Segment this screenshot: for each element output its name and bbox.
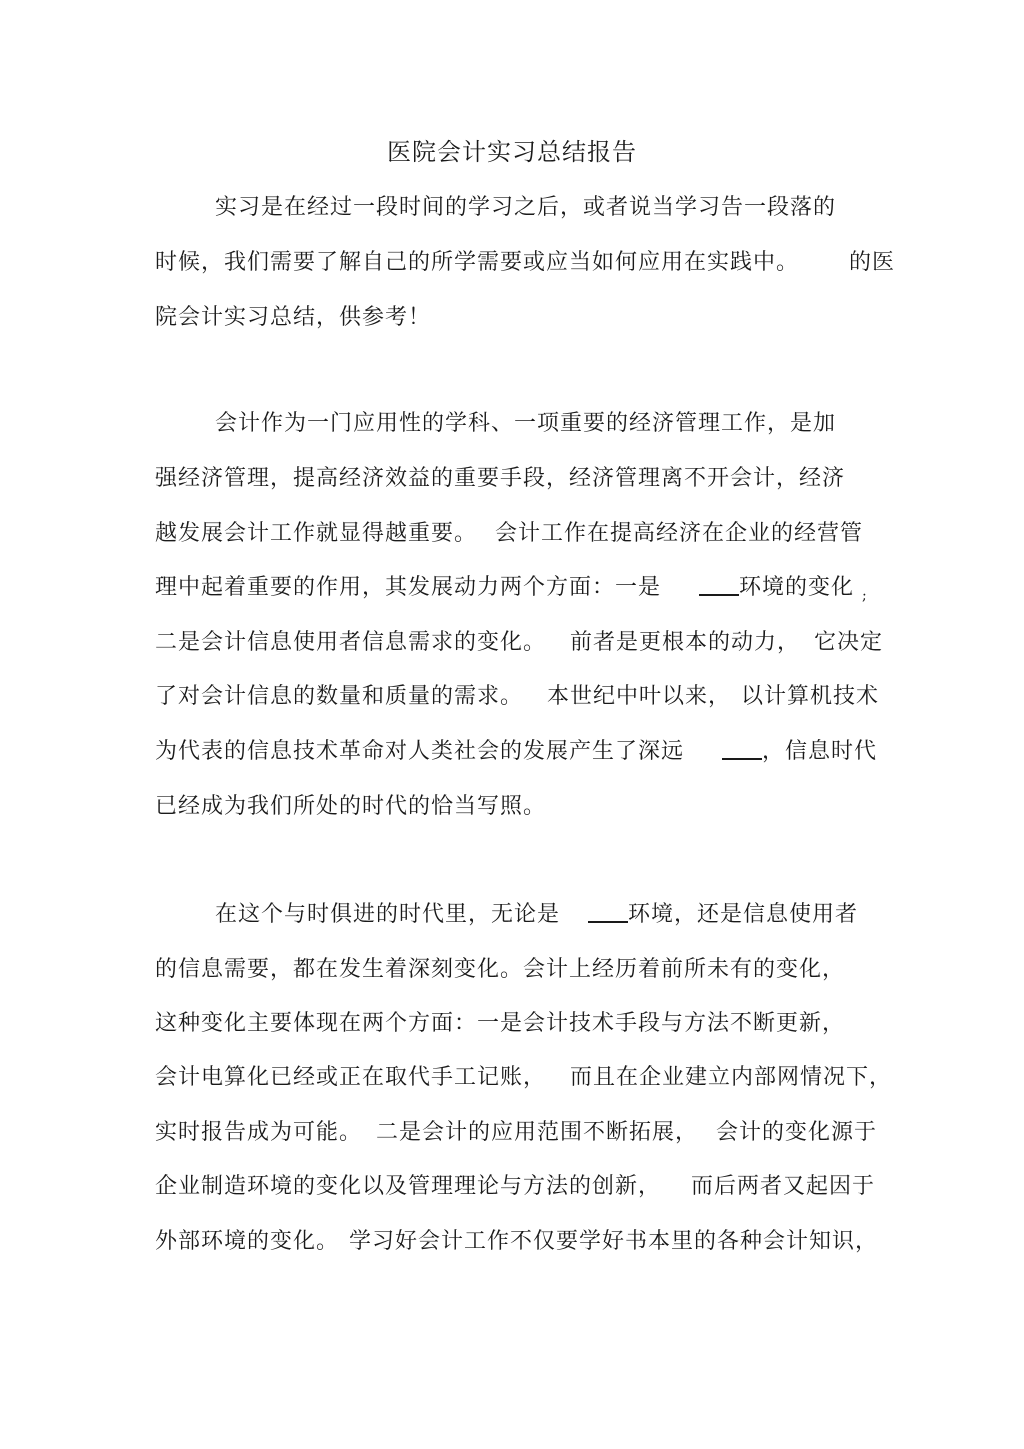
paragraph-3-line-1 xyxy=(215,899,870,931)
fill-in-blank xyxy=(588,899,628,923)
line-text: 二是会计信息使用者信息需求的变化。 xyxy=(155,630,547,655)
line-text: 强经济管理，提高经济效益的重要手段，经济管理离不开会计，经济 xyxy=(155,466,846,491)
paragraph-3-line-7 xyxy=(155,1226,879,1258)
paragraph-3-line-2 xyxy=(155,954,870,986)
line-text: 会计作为一门应用性的学科、一项重要的经济管理工作，是加 xyxy=(215,411,837,436)
line-tail: 而且在企业建立内部网情况下， xyxy=(570,1065,893,1090)
line-mid: 二是会计的应用范围不断拓展， xyxy=(376,1120,699,1145)
line-tail: 环境，还是信息使用者 xyxy=(628,902,859,927)
line-tail: ，信息时代 xyxy=(762,739,878,764)
line-tail: 学习好会计工作不仅要学好书本里的各种会计知识， xyxy=(349,1229,879,1254)
line-text: 在这个与时俱进的时代里，无论是 xyxy=(215,902,561,927)
fill-in-blank xyxy=(722,736,762,760)
line-text: 实习是在经过一段时间的学习之后，或者说当学习告一段落的 xyxy=(215,195,837,220)
paragraph-3-line-5 xyxy=(155,1117,878,1149)
line-text: 企业制造环境的变化以及管理理论与方法的创新， xyxy=(155,1174,662,1199)
line-mid: 前者是更根本的动力， xyxy=(570,630,801,655)
line-text: 外部环境的变化。 xyxy=(155,1229,340,1254)
line-tail: 而后两者又起因于 xyxy=(691,1174,876,1199)
fill-in-blank xyxy=(699,572,739,596)
line-text: 为代表的信息技术革命对人类社会的发展产生了深远 xyxy=(155,739,685,764)
paragraph-2-line-7 xyxy=(155,736,878,768)
paragraph-2-line-6 xyxy=(155,681,880,713)
paragraph-2-line-3 xyxy=(155,518,870,550)
line-tail: 会计工作在提高经济在企业的经营管 xyxy=(495,521,864,546)
paragraph-3-line-4 xyxy=(155,1062,893,1094)
line-text: 已经成为我们所处的时代的恰当写照。 xyxy=(155,794,547,819)
paragraph-2-line-5 xyxy=(155,627,884,659)
line-text: 了对会计信息的数量和质量的需求。 xyxy=(155,684,524,709)
line-text: 这种变化主要体现在两个方面：一是会计技术手段与方法不断更新， xyxy=(155,1011,846,1036)
line-mark: ; xyxy=(862,588,868,604)
line-text: 实时报告成为可能。 xyxy=(155,1120,363,1145)
line-tail: 会计的变化源于 xyxy=(716,1120,878,1145)
paragraph-1-line-3 xyxy=(155,302,870,334)
document-title: 医院会计实习总结报告 xyxy=(387,138,637,166)
line-tail: 以计算机技术 xyxy=(741,684,880,709)
paragraph-1-line-1 xyxy=(215,192,870,224)
line-tail: 环境的变化 xyxy=(739,575,855,600)
line-tail: 它决定 xyxy=(814,630,884,655)
paragraph-3-line-6 xyxy=(155,1171,876,1203)
paragraph-2-line-1 xyxy=(215,408,870,440)
paragraph-1-line-2 xyxy=(155,247,896,279)
paragraph-2-line-8 xyxy=(155,791,870,823)
line-text: 院会计实习总结，供参考！ xyxy=(155,305,432,330)
line-text: 的信息需要，都在发生着深刻变化。会计上经历着前所未有的变化， xyxy=(155,957,846,982)
paragraph-2-line-2 xyxy=(155,463,870,495)
line-text: 越发展会计工作就显得越重要。 xyxy=(155,521,478,546)
paragraph-2-line-4 xyxy=(155,572,870,612)
paragraph-3-line-3 xyxy=(155,1008,870,1040)
line-text: 理中起着重要的作用，其发展动力两个方面：一是 xyxy=(155,575,662,600)
line-text: 时候，我们需要了解自己的所学需要或应当如何应用在实践中。 xyxy=(155,250,800,275)
line-mid: 本世纪中叶以来， xyxy=(547,684,732,709)
line-text: 会计电算化已经或正在取代手工记账， xyxy=(155,1065,547,1090)
line-tail: 的医 xyxy=(849,250,896,275)
